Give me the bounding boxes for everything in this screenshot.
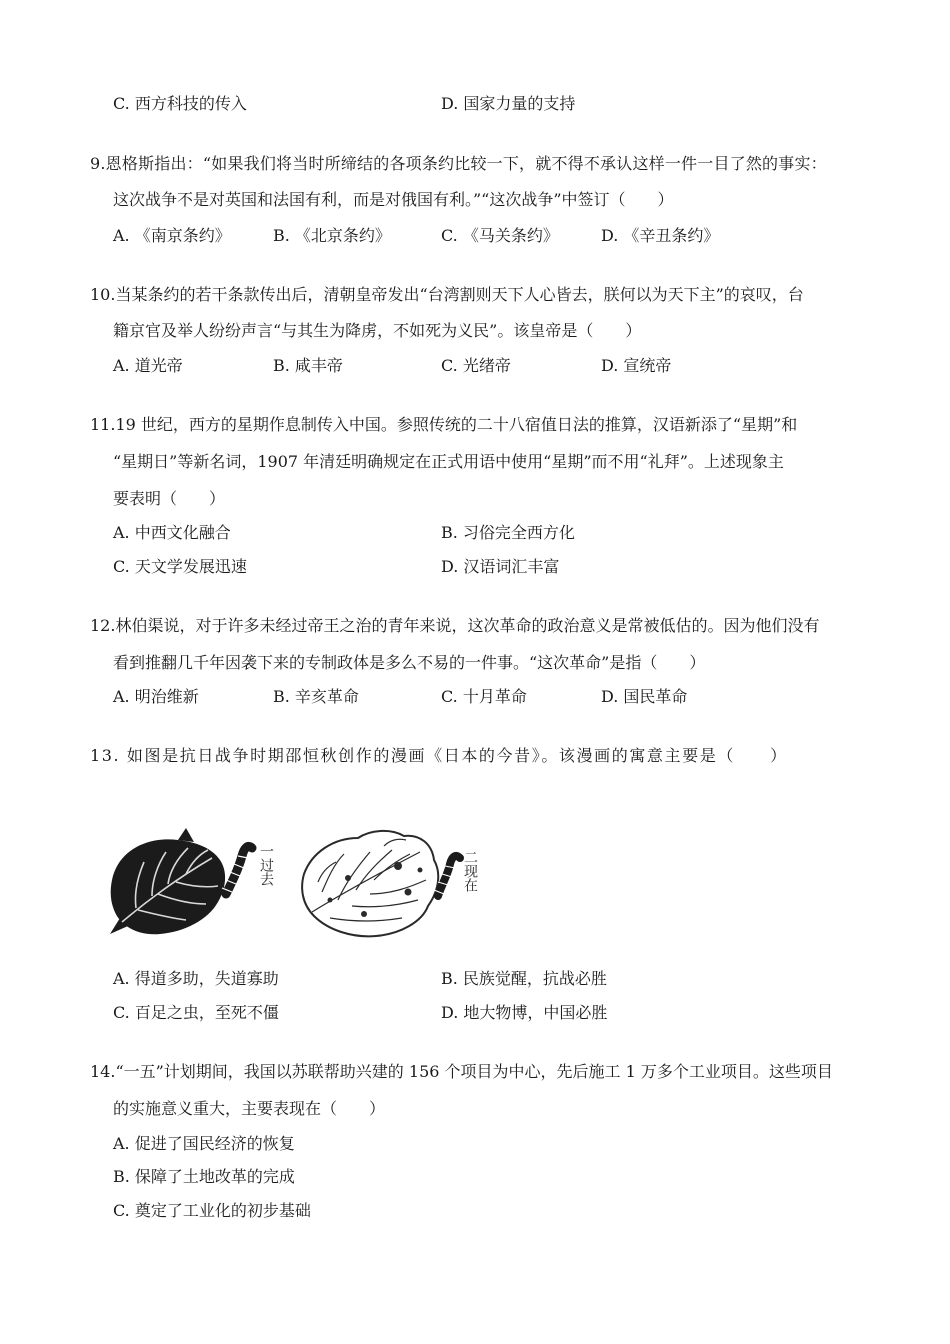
q14-stem-line1: 14.“一五”计划期间，我国以苏联帮助兴建的 156 个项目为中心，先后施工 1 万多个工业项目。这些项目 <box>90 1062 833 1081</box>
caterpillar-past <box>222 846 252 894</box>
q11-stem-line1: 11.19 世纪，西方的星期作息制传入中国。参照传统的二十八宿值日法的推算，汉语新添了“星期”和 <box>90 415 798 434</box>
q9-option-a: A. 《南京条约》 <box>113 226 231 245</box>
q10-option-c: C. 光绪帝 <box>441 356 511 375</box>
q9-stem-line2: 这次战争不是对英国和法国有利，而是对俄国有利。”“这次战争”中签订（ ） <box>113 190 674 209</box>
leaf-present <box>302 831 438 936</box>
q10-option-b: B. 咸丰帝 <box>273 356 343 375</box>
q11-option-c: C. 天文学发展迅速 <box>113 557 247 576</box>
q13-option-c: C. 百足之虫，至死不僵 <box>113 1003 279 1022</box>
q13-stem-line1: 13. 如图是抗日战争时期邵恒秋创作的漫画《日本的今昔》。该漫画的寓意主要是（ ） <box>90 746 788 765</box>
q9-option-d: D. 《辛丑条约》 <box>601 226 720 245</box>
q13-option-b: B. 民族觉醒，抗战必胜 <box>441 969 607 988</box>
q10-stem-line2: 籍京官及举人纷纷声言“与其生为降虏，不如死为义民”。该皇帝是（ ） <box>113 321 642 340</box>
q12-stem-line2: 看到推翻几千年因袭下来的专制政体是多么不易的一件事。“这次革命”是指（ ） <box>113 653 706 672</box>
caption-present: 二现在 <box>462 850 478 892</box>
q8-option-d: D. 国家力量的支持 <box>441 94 576 113</box>
cartoon-drawing <box>108 822 478 942</box>
q11-option-a: A. 中西文化融合 <box>113 523 231 542</box>
q14-option-a: A. 促进了国民经济的恢复 <box>113 1134 295 1153</box>
q11-option-b: B. 习俗完全西方化 <box>441 523 575 542</box>
q14-option-b: B. 保障了土地改革的完成 <box>113 1167 295 1186</box>
q12-option-a: A. 明治维新 <box>113 687 199 706</box>
leaf-past <box>110 828 225 934</box>
q10-option-a: A. 道光帝 <box>113 356 183 375</box>
q12-option-c: C. 十月革命 <box>441 687 527 706</box>
q11-stem-line2: “星期日”等新名词，1907 年清廷明确规定在正式用语中使用“星期”而不用“礼拜”。上述现象主 <box>113 452 784 471</box>
q9-option-b: B. 《北京条约》 <box>273 226 391 245</box>
q9-option-c: C. 《马关条约》 <box>441 226 559 245</box>
q9-stem-line1: 9.恩格斯指出：“如果我们将当时所缔结的各项条约比较一下，就不得不承认这样一件一目了然的事实： <box>90 154 827 173</box>
q8-option-c: C. 西方科技的传入 <box>113 94 247 113</box>
q13-option-d: D. 地大物博，中国必胜 <box>441 1003 608 1022</box>
q10-option-d: D. 宣统帝 <box>601 356 672 375</box>
caption-past: 一过去 <box>258 844 274 886</box>
q12-option-b: B. 辛亥革命 <box>273 687 359 706</box>
cartoon-japan-past-present <box>108 822 478 942</box>
q12-stem-line1: 12.林伯渠说，对于许多未经过帝王之治的青年来说，这次革命的政治意义是常被低估的。因为他们没有 <box>90 616 820 635</box>
q13-option-a: A. 得道多助，失道寡助 <box>113 969 279 988</box>
q14-stem-line2: 的实施意义重大，主要表现在（ ） <box>113 1099 386 1118</box>
q10-stem-line1: 10.当某条约的若干条款传出后，清朝皇帝发出“台湾割则天下人心皆去，朕何以为天下主”的哀叹，台 <box>90 285 804 304</box>
q14-option-c: C. 奠定了工业化的初步基础 <box>113 1201 311 1220</box>
q12-option-d: D. 国民革命 <box>601 687 688 706</box>
q11-option-d: D. 汉语词汇丰富 <box>441 557 560 576</box>
q11-stem-line3: 要表明（ ） <box>113 489 226 508</box>
